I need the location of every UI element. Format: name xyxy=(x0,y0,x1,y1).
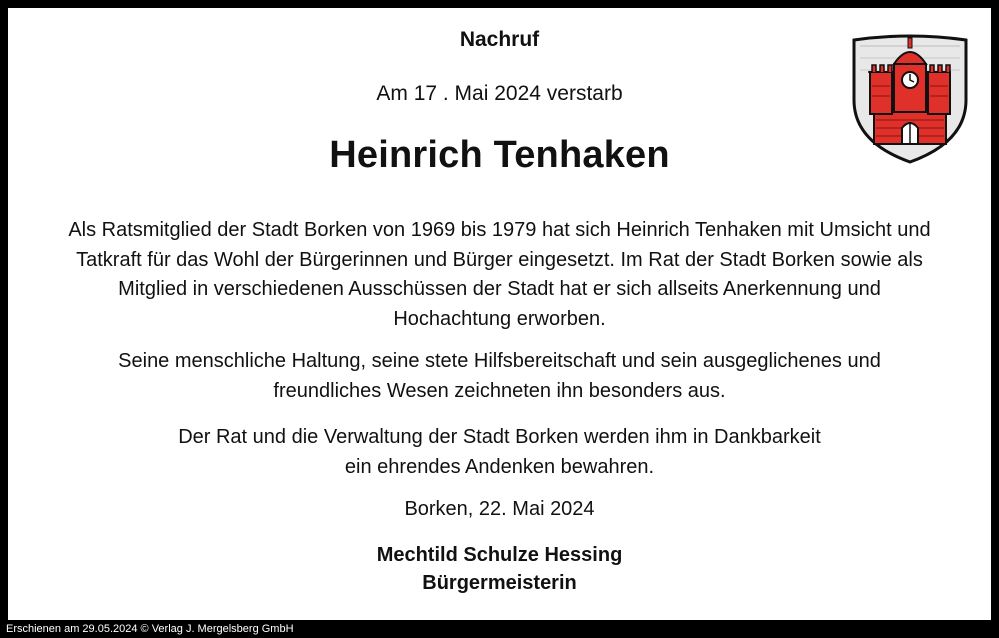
notice-intro: Am 17 . Mai 2024 verstarb xyxy=(376,82,623,105)
paragraph-line: freundliches Wesen zeichneten ihn besonders aus. xyxy=(273,379,726,402)
paragraph-line: Tatkraft für das Wohl der Bürgerinnen und Bürger eingesetzt. Im Rat der Stadt Borken sowie als xyxy=(76,248,923,271)
paragraph-line: Mitglied in verschiedenen Ausschüssen der Stadt hat er sich allseits Anerkennung und xyxy=(118,278,881,300)
paragraph-line: ein ehrendes Andenken bewahren. xyxy=(344,455,655,478)
paragraph-line: Seine menschliche Haltung, seine stete Hilfsbereitschaft und sein ausgeglichenes und xyxy=(118,350,881,372)
notice-heading: Nachruf xyxy=(459,28,540,51)
place-date: Borken, 22. Mai 2024 xyxy=(404,498,595,520)
paragraph-1 xyxy=(8,216,991,334)
deceased-name: Heinrich Tenhaken xyxy=(329,134,670,176)
publication-footer: Erschienen am 29.05.2024 © Verlag J. Mergelsberg GmbH xyxy=(6,623,294,635)
signatory-title: Bürgermeisterin xyxy=(422,572,577,594)
paragraph-line: Hochachtung erworben. xyxy=(393,307,606,330)
paragraph-line: Als Ratsmitglied der Stadt Borken von 1969 bis 1979 hat sich Heinrich Tenhaken mit Umsicht und xyxy=(68,219,931,241)
paragraph-3 xyxy=(8,423,991,482)
obituary-notice xyxy=(8,8,991,620)
paragraph-line: Der Rat und die Verwaltung der Stadt Borken werden ihm in Dankbarkeit xyxy=(178,426,821,448)
borken-coat-of-arms-icon xyxy=(848,30,972,166)
paragraph-2 xyxy=(8,347,991,406)
signatory-name: Mechtild Schulze Hessing xyxy=(376,544,623,566)
